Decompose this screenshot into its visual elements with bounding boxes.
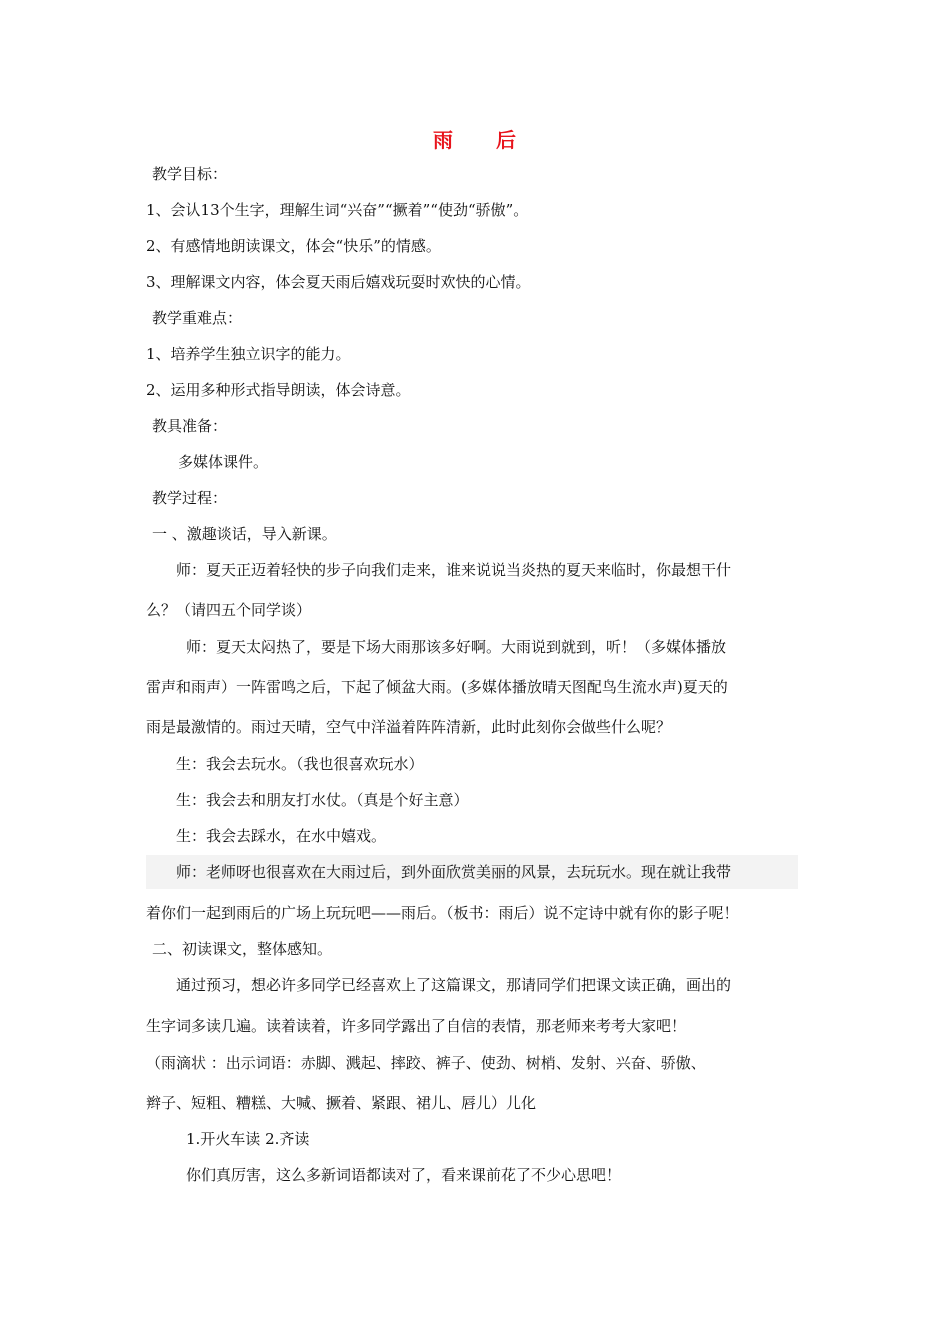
heading-materials: 教具准备： — [152, 417, 228, 435]
section-one-heading: 一 、激趣谈话，导入新课。 — [152, 525, 337, 543]
paragraph-line: 师：老师呀也很喜欢在大雨过后，到外面欣赏美丽的风景，去玩玩水。现在就让我带 — [176, 863, 732, 881]
section-two-heading: 二、初读课文，整体感知。 — [152, 940, 333, 958]
materials-text: 多媒体课件。 — [178, 453, 269, 471]
objective-3: 3、理解课文内容，体会夏天雨后嬉戏玩耍时欢快的心情。 — [146, 273, 531, 291]
reading-methods: 1.开火车读 2.齐读 — [186, 1130, 310, 1148]
heading-process: 教学过程： — [152, 489, 228, 507]
paragraph-line: 雷声和雨声）一阵雷鸣之后，下起了倾盆大雨。(多媒体播放晴天图配鸟生流水声)夏天的 — [146, 678, 728, 696]
paragraph-line: 师：夏天太闷热了，要是下场大雨那该多好啊。大雨说到就到，听！（多媒体播放 — [186, 638, 727, 656]
word-list-line: （雨滴状 ：出示词语：赤脚、溅起、摔跤、裤子、使劲、树梢、发射、兴奋、骄傲、 — [146, 1054, 706, 1072]
paragraph-line: 师：夏天正迈着轻快的步子向我们走来，谁来说说当炎热的夏天来临时，你最想干什 — [176, 561, 732, 579]
objective-2: 2、有感情地朗读课文，体会“快乐”的情感。 — [146, 237, 441, 255]
objective-1: 1、会认13个生字，理解生词“兴奋”“撅着”“使劲“骄傲”。 — [146, 201, 529, 219]
paragraph-line: 着你们一起到雨后的广场上玩玩吧——雨后。（板书：雨后）说不定诗中就有你的影子呢！ — [146, 904, 739, 922]
heading-objectives: 教学目标： — [152, 165, 228, 183]
document-title: 雨 后 — [433, 128, 517, 152]
word-list-line: 辫子、短粗、糟糕、大喊、撅着、紧跟、裙儿、唇儿）儿化 — [146, 1094, 537, 1112]
dialogue-line: 生：我会去玩水。（我也很喜欢玩水） — [176, 755, 424, 773]
key-point-2: 2、运用多种形式指导朗读，体会诗意。 — [146, 381, 411, 399]
paragraph-line: 通过预习，想必许多同学已经喜欢上了这篇课文，那请同学们把课文读正确，画出的 — [176, 976, 732, 994]
paragraph-line: 你们真厉害，这么多新词语都读对了，看来课前花了不少心思吧！ — [186, 1166, 622, 1184]
dialogue-line: 生：我会去和朋友打水仗。（真是个好主意） — [176, 791, 469, 809]
key-point-1: 1、培养学生独立识字的能力。 — [146, 345, 351, 363]
paragraph-line: 么？（请四五个同学谈） — [146, 601, 312, 619]
heading-key-points: 教学重难点： — [152, 309, 243, 327]
paragraph-line: 生字词多读几遍。读着读着，许多同学露出了自信的表情，那老师来考考大家吧！ — [146, 1017, 687, 1035]
dialogue-line: 生：我会去踩水，在水中嬉戏。 — [176, 827, 387, 845]
paragraph-line: 雨是最激情的。雨过天晴，空气中洋溢着阵阵清新，此时此刻你会做些什么呢？ — [146, 718, 672, 736]
